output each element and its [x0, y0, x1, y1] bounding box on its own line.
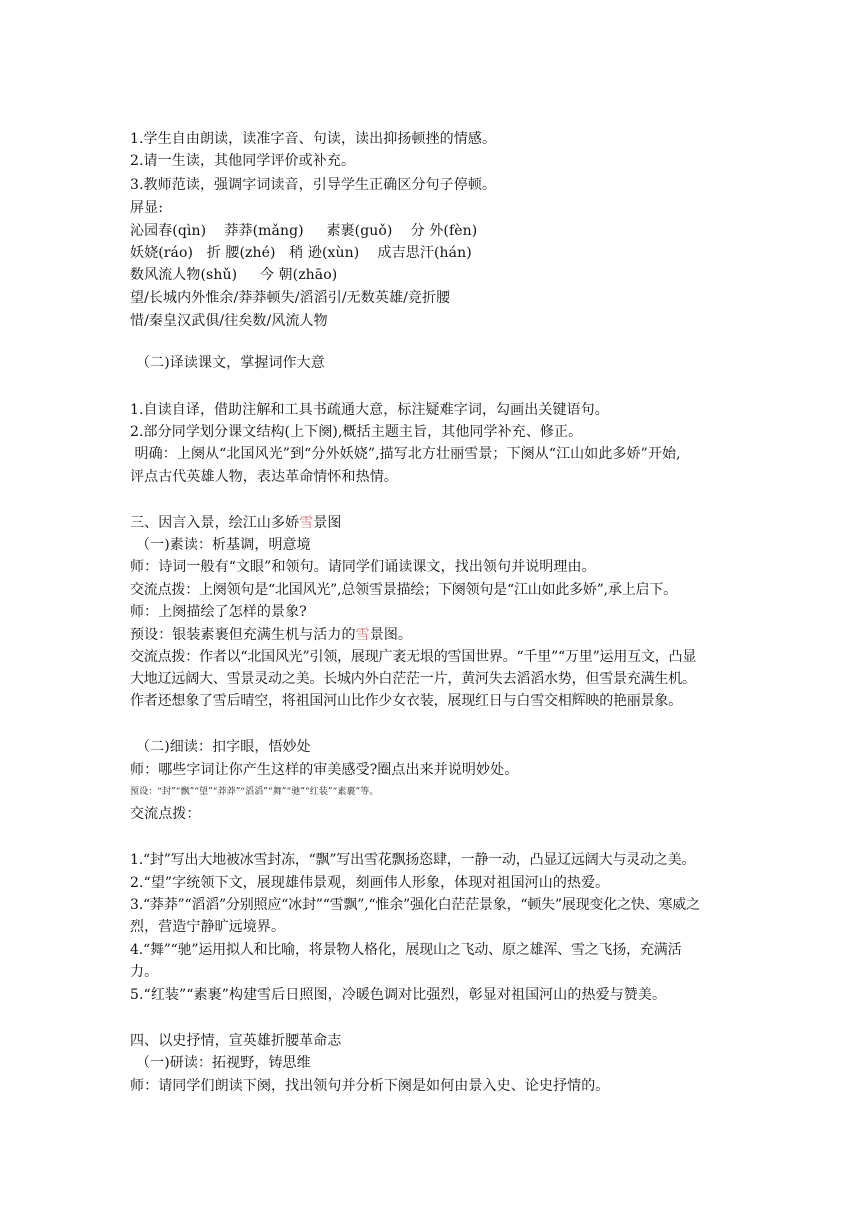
section-3-teacher-1: 师：诗词一般有“文眼”和领句。请同学们诵读课文，找出领句并说明理由。: [130, 559, 596, 575]
section-3-sub-2: （二)细读：扣字眼，悟妙处: [136, 739, 311, 755]
section-3-heading-pre: 三、因言入景，绘江山多娇: [130, 515, 300, 531]
section-3-point-2-line-2: 大地辽远阔大、雪景灵动之美。长城内外白茫茫一片，黄河失去滔滔水势，但雪景充满生机。: [130, 671, 696, 687]
section-3-heading-highlight: 雪: [299, 515, 314, 531]
pinyin-line-3: 数风流人物(shǔ) 今 朝(zhāo): [130, 267, 338, 283]
section-2-clarify-line-1: 明确：上阕从“北国风光”到“分外妖娆”,描写北方壮丽雪景；下阕从“江山如此多娇”开始,: [130, 446, 681, 462]
pause-line-2: 惜/秦皇汉武俱/往矣数/风流人物: [130, 313, 328, 329]
pinyin-line-2: 妖娆(ráo) 折 腰(zhé) 稍 逊(xùn) 成吉思汗(hán): [130, 245, 472, 261]
list-item-3-line-1: 3.“莽莽”“滔滔”分别照应“冰封”“雪飘”,“惟余”强化白茫茫景象，“顿失”展现变化之快、寒威之: [130, 897, 700, 913]
section-4-heading: 四、以史抒情，宣英雄折腰革命志: [130, 1033, 342, 1049]
section-4-sub-1: （一)研读：拓视野，铸思维: [136, 1055, 311, 1071]
pinyin-line-1: 沁园春(qìn) 莽莽(mǎng) 素裹(guǒ) 分 外(fèn): [130, 223, 478, 239]
section-3-point-3-label: 交流点拨：: [130, 806, 201, 822]
reading-step-1: 1.学生自由朗读，读准字音、句读，读出抑扬顿挫的情感。: [130, 131, 497, 147]
list-item-5: 5.“红装”“素裹”构建雪后日照图，冷暖色调对比强烈，彰显对祖国河山的热爱与赞美。: [130, 987, 667, 1003]
section-3-heading: [130, 512, 750, 534]
section-2-step-2: 2.部分同学划分课文结构(上下阕),概括主题主旨，其他同学补充、修正。: [130, 424, 583, 440]
section-2-heading: （二)译读课文，掌握词作大意: [136, 355, 325, 371]
list-item-4-line-2: 力。: [130, 964, 159, 980]
section-3-sub-1: （一)素读：析基调，明意境: [136, 537, 311, 553]
section-3-preset-highlight: 雪: [355, 627, 370, 643]
section-3-preset-small: 预设：“封”“飘”“望”“莽莽”“滔滔”“舞”“驰”“红装”“素裹”等。: [130, 787, 379, 797]
section-3-point-2-line-3: 作者还想象了雪后晴空，将祖国河山比作少女衣装，展现红日与白雪交相辉映的艳丽景象。: [130, 693, 682, 709]
pause-line-1: 望/长城内外惟余/莽莽顿失/滔滔引/无数英雄/竞折腰: [130, 290, 451, 306]
section-2-step-1: 1.自读自译，借助注解和工具书疏通大意，标注疑难字词，勾画出关键语句。: [130, 402, 609, 418]
list-item-4-line-1: 4.“舞”“驰”运用拟人和比喻，将景物人格化，展现山之飞动、原之雄浑、雪之飞扬，充满活: [130, 942, 682, 958]
list-item-3-line-2: 烈，营造宁静旷远境界。: [130, 919, 286, 935]
section-3-teacher-3: 师：哪些字词让你产生这样的审美感受?圈点出来并说明妙处。: [130, 762, 519, 778]
section-4-teacher-1: 师：请同学们朗读下阕，找出领句并分析下阕是如何由景入史、论史抒情的。: [130, 1078, 610, 1094]
section-3-preset: [130, 624, 750, 646]
reading-step-3: 3.教师范读，强调字词读音，引导学生正确区分句子停顿。: [130, 177, 497, 193]
display-label: 屏显:: [130, 200, 164, 216]
section-3-point-2-line-1: 交流点拨：作者以“北国风光”引领，展现广袤无垠的雪国世界。“千里”“万里”运用互文，凸显: [130, 649, 697, 665]
section-3-point-1: 交流点拨：上阕领句是“北国风光”,总领雪景描绘；下阕领句是“江山如此多娇”,承上启下。: [130, 582, 677, 598]
section-3-preset-pre: 预设：银装素裹但充满生机与活力的: [130, 627, 356, 643]
reading-step-2: 2.请一生读，其他同学评价或补充。: [130, 153, 356, 169]
section-3-heading-post: 景图: [313, 515, 342, 531]
section-3-preset-post: 景图。: [369, 627, 413, 643]
list-item-1: 1.“封”写出大地被冰雪封冻，“飘”写出雪花飘扬恣肆，一静一动，凸显辽远阔大与灵动之美。: [130, 852, 696, 868]
section-3-teacher-2: 师：上阕描绘了怎样的景象?: [130, 604, 307, 620]
section-2-clarify-line-2: 评点古代英雄人物，表达革命情怀和热情。: [130, 469, 398, 485]
list-item-2: 2.“望”字统领下文，展现雄伟景观，刻画伟人形象，体现对祖国河山的热爱。: [130, 875, 610, 891]
